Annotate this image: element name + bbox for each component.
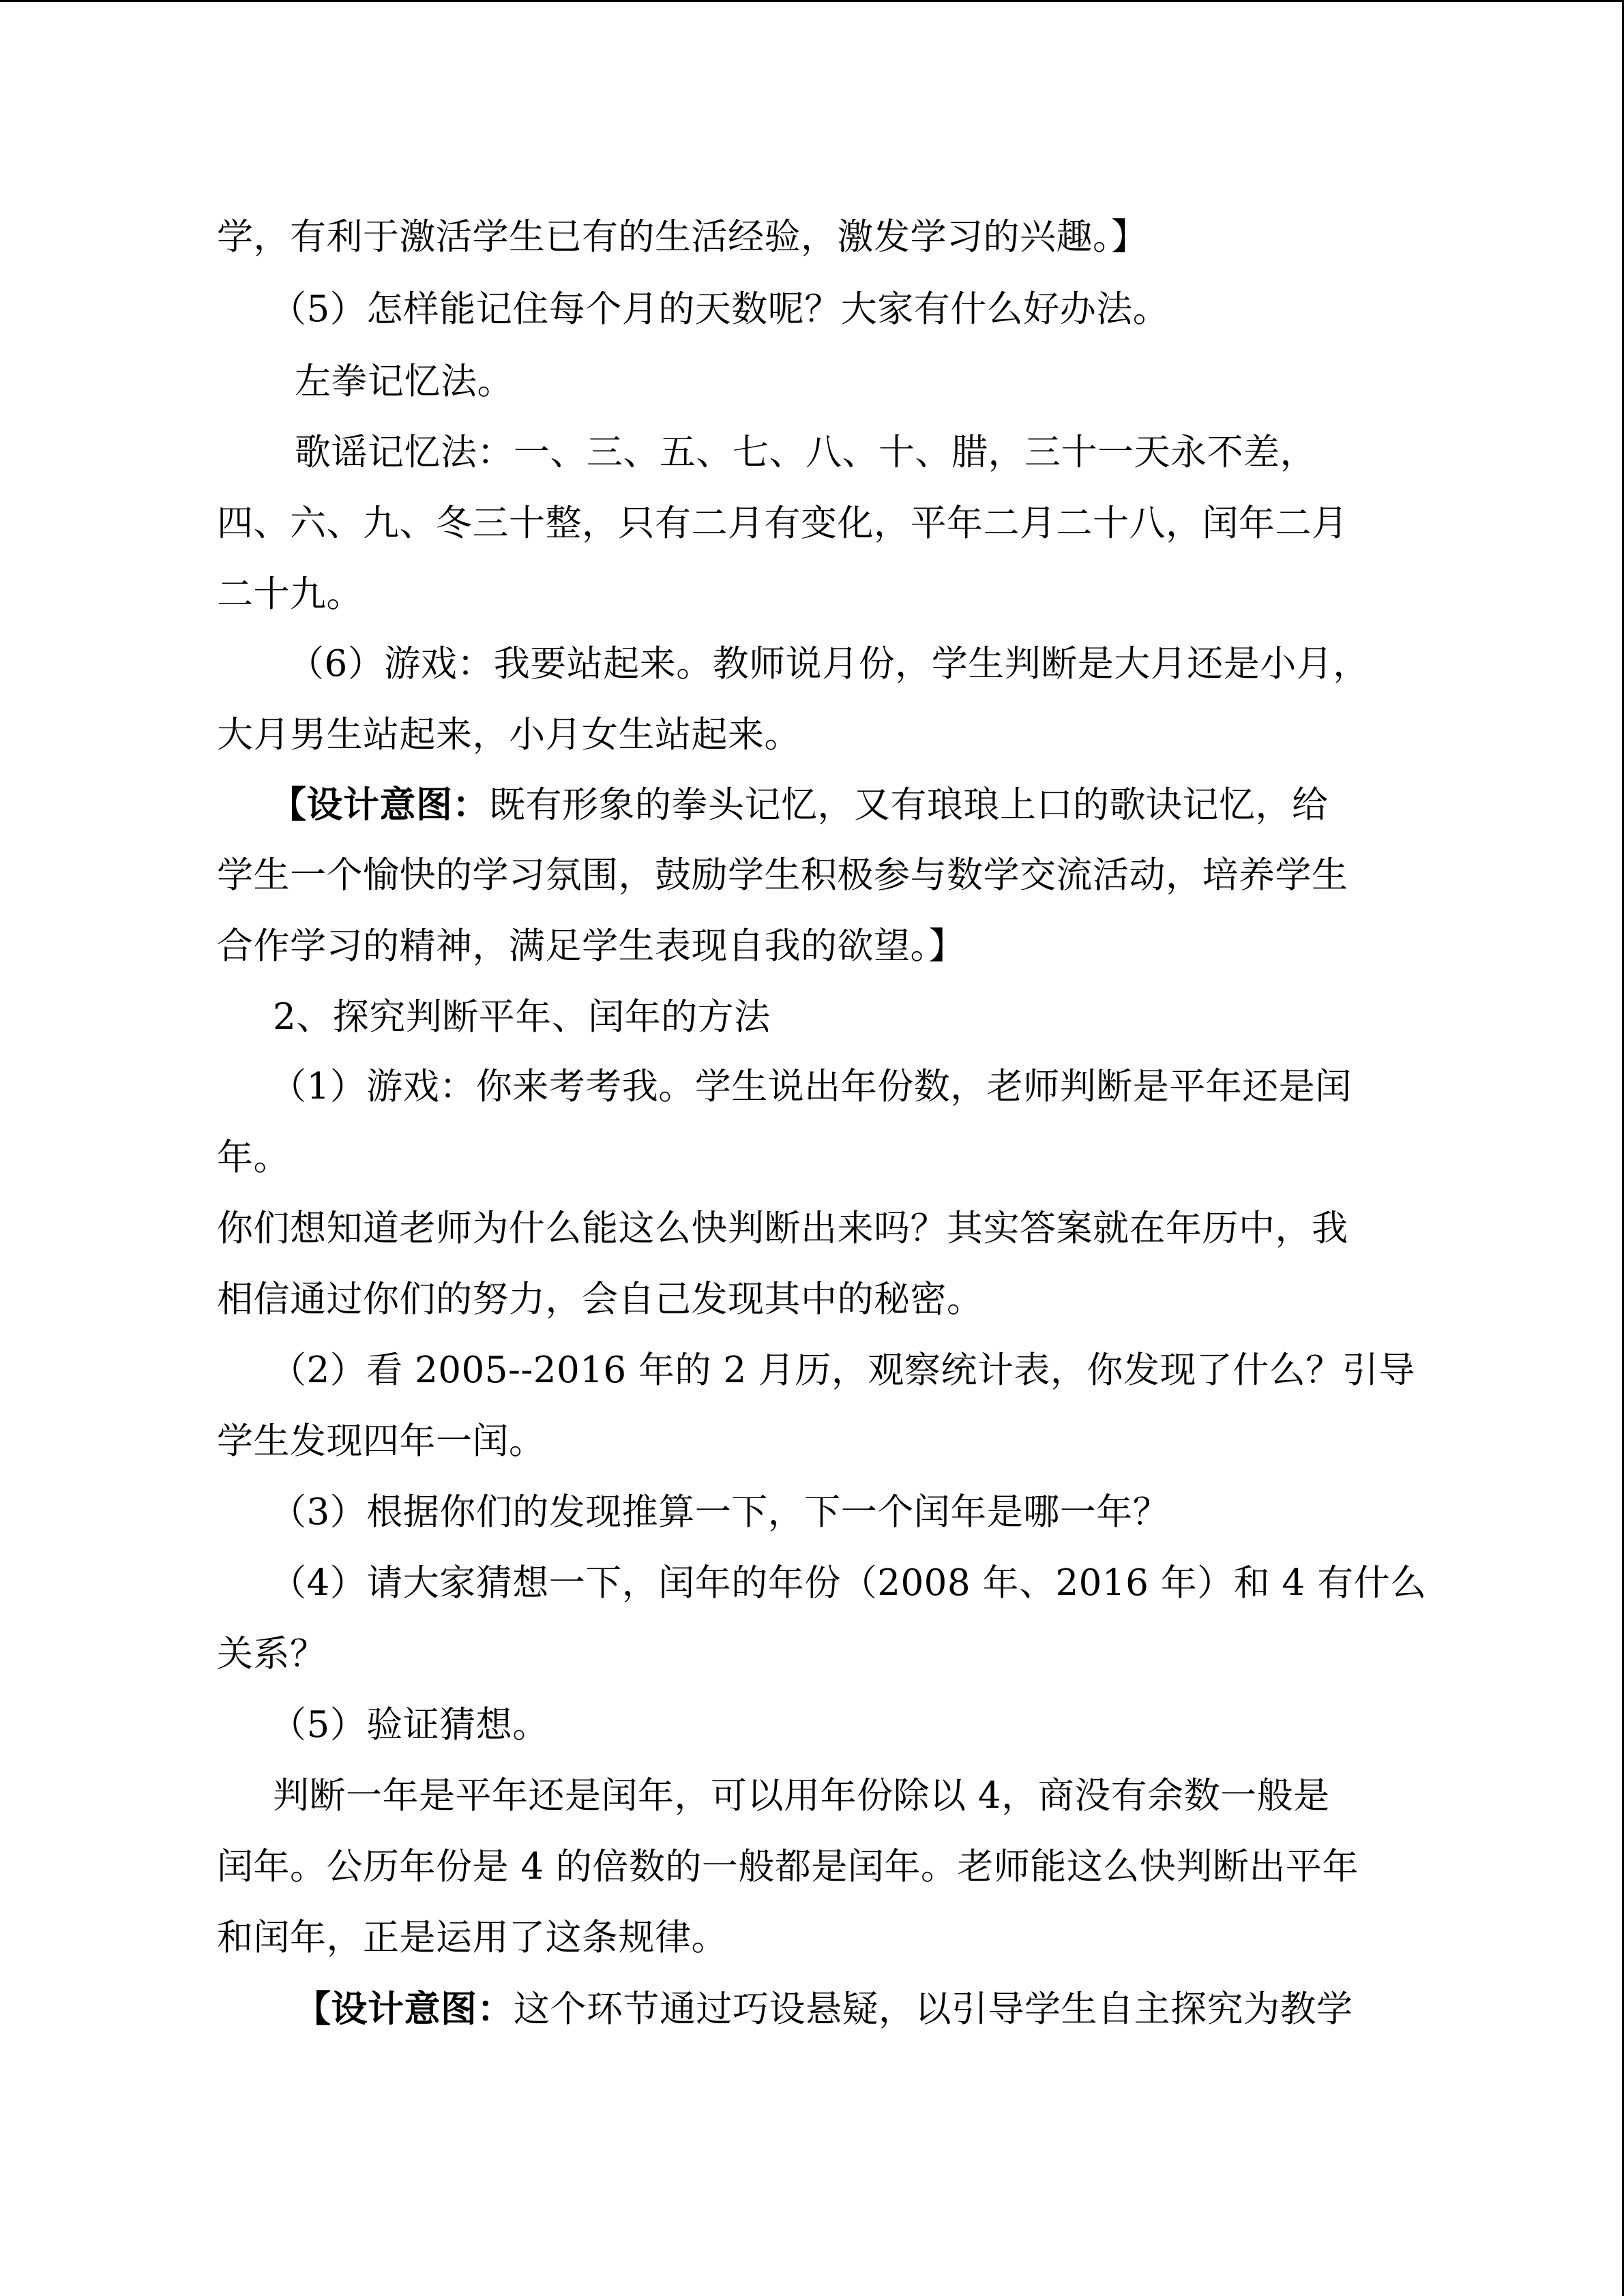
line-text: 和闰年，正是运用了这条规律。 — [217, 1917, 728, 1958]
paragraph-line-8 — [217, 715, 801, 756]
paragraph-line-16 — [217, 1279, 984, 1320]
line-text: 二十九。 — [217, 573, 363, 615]
paragraph-line-23 — [273, 1776, 1330, 1817]
line-text: （1）游戏：你来考考我。学生说出年份数，老师判断是平年还是闰 — [270, 1066, 1352, 1107]
line-text: 你们想知道老师为什么能这么快判断出来吗？其实答案就在年历中，我 — [217, 1208, 1348, 1249]
line-text: （4）请大家猜想一下，闰年的年份（2008 年、2016 年）和 4 有什么 — [270, 1562, 1427, 1604]
line-text: 闰年。公历年份是 4 的倍数的一般都是闰年。老师能这么快判断出平年 — [217, 1846, 1359, 1888]
paragraph-line-3 — [295, 361, 514, 402]
line-text: 年。 — [217, 1137, 290, 1178]
line-text: 大月男生站起来，小月女生站起来。 — [217, 714, 801, 756]
section-heading — [273, 997, 771, 1038]
paragraph-line-10 — [217, 855, 1348, 896]
paragraph-line-13 — [270, 1067, 1352, 1107]
paragraph-line-25 — [217, 1918, 728, 1958]
paragraph-line-7 — [288, 644, 1370, 685]
line-text: （3）根据你们的发现推算一下，下一个闰年是哪一年？ — [270, 1491, 1170, 1533]
line-text: 合作学习的精神，满足学生表现自我的欲望。】 — [217, 925, 965, 967]
line-text: 四、六、九、冬三十整，只有二月有变化，平年二月二十八，闰年二月 — [217, 503, 1348, 544]
line-text: 学生发现四年一闰。 — [217, 1420, 546, 1462]
page-border-top — [0, 0, 1624, 2]
line-text: 2、探究判断平年、闰年的方法 — [273, 996, 771, 1038]
line-text: 学，有利于激活学生已有的生活经验，激发学习的兴趣。】 — [217, 216, 1148, 258]
paragraph-line-9 — [270, 784, 1329, 826]
line-text: 相信通过你们的努力，会自己发现其中的秘密。 — [217, 1279, 984, 1320]
paragraph-line-17 — [270, 1350, 1415, 1391]
paragraph-line-24 — [217, 1847, 1359, 1888]
paragraph-line-15 — [217, 1208, 1348, 1249]
paragraph-line-11 — [217, 926, 965, 967]
paragraph-line-2 — [270, 289, 1169, 330]
line-text: 歌谣记忆法：一、三、五、七、八、十、腊，三十一天永不差， — [295, 432, 1316, 473]
paragraph-line-21 — [217, 1634, 327, 1675]
paragraph-line-1 — [217, 217, 1148, 258]
design-intent-label: 【设计意图： — [270, 784, 489, 826]
line-text: 左拳记忆法。 — [295, 361, 514, 402]
paragraph-line-5 — [217, 503, 1348, 544]
paragraph-line-14 — [217, 1137, 290, 1178]
line-text: （5）验证猜想。 — [270, 1704, 549, 1746]
line-text: （5）怎样能记住每个月的天数呢？大家有什么好办法。 — [270, 288, 1170, 330]
line-text: 关系？ — [217, 1633, 327, 1675]
line-text: （2）看 2005--2016 年的 2 月历，观察统计表，你发现了什么？引导 — [270, 1350, 1415, 1391]
paragraph-line-18 — [217, 1421, 546, 1462]
line-text: （6）游戏：我要站起来。教师说月份，学生判断是大月还是小月， — [288, 643, 1370, 685]
paragraph-line-26 — [295, 1988, 1353, 2030]
paragraph-line-4 — [295, 432, 1316, 473]
line-text: 既有形象的拳头记忆，又有琅琅上口的歌诀记忆，给 — [489, 784, 1329, 826]
paragraph-line-6 — [217, 574, 363, 615]
paragraph-line-20 — [270, 1563, 1427, 1604]
design-intent-label: 【设计意图： — [295, 1988, 514, 2030]
line-text: 这个环节通过巧设悬疑，以引导学生自主探究为教学 — [514, 1988, 1353, 2030]
line-text: 学生一个愉快的学习氛围，鼓励学生积极参与数学交流活动，培养学生 — [217, 854, 1348, 896]
paragraph-line-19 — [270, 1492, 1169, 1533]
line-text: 判断一年是平年还是闰年，可以用年份除以 4，商没有余数一般是 — [273, 1775, 1330, 1817]
paragraph-line-22 — [270, 1705, 549, 1746]
